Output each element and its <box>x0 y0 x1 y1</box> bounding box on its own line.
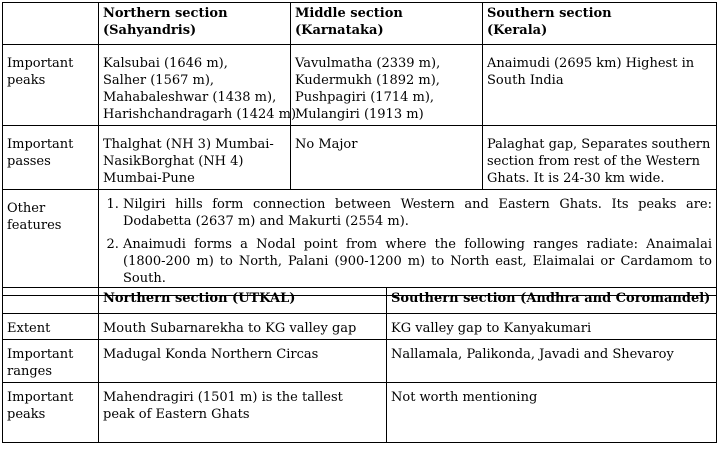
cell-middle-passes <box>291 126 483 190</box>
cell-text: Kudermukh (1892 m), <box>295 73 440 88</box>
label-text: Other <box>7 201 46 216</box>
cell-text: peak of Eastern Ghats <box>103 407 250 422</box>
label-text: Important <box>7 56 74 71</box>
cell-text: Mumbai-Pune <box>103 171 195 186</box>
list-item: 2. Anaimudi forms a Nodal point from where the following ranges radiate: Anaimalai (1800-200 m) to North, Palani (900-1200 m) to North east, Elaimalai or Cardamom to South. <box>123 236 712 287</box>
cell-text: Harishchandragarh (1424 m) <box>103 107 297 122</box>
header-southern <box>483 3 717 45</box>
cell-southern <box>387 340 717 383</box>
table-row <box>3 340 717 383</box>
cell-text: Mulangiri (1913 m) <box>295 107 424 122</box>
label-text: peaks <box>7 407 46 422</box>
cell-southern-peaks <box>483 45 717 126</box>
row-label <box>3 314 99 340</box>
label-text: ranges <box>7 364 53 379</box>
header-text: Northern section <box>103 6 228 21</box>
cell-text: No Major <box>295 137 358 152</box>
cell-other-features <box>99 190 717 296</box>
cell-text: Salher (1567 m), <box>103 73 215 88</box>
cell-text: Madugal Konda Northern Circas <box>103 347 319 362</box>
eastern-ghats-table <box>2 287 717 443</box>
features-list <box>103 196 712 287</box>
table-row <box>3 383 717 443</box>
cell-northern <box>99 383 387 443</box>
header-text: (Sahyandris) <box>103 23 197 38</box>
header-text: (Karnataka) <box>295 23 384 38</box>
row-label <box>3 45 99 126</box>
label-text: features <box>7 218 62 233</box>
western-ghats-table <box>2 2 717 296</box>
label-text: passes <box>7 154 51 169</box>
corner-cell <box>3 288 99 314</box>
header-northern <box>99 3 291 45</box>
header-middle <box>291 3 483 45</box>
cell-text: Ghats. It is 24-30 km wide. <box>487 171 665 186</box>
cell-text: Not worth mentioning <box>391 390 538 405</box>
cell-text: Vavulmatha (2339 m), <box>295 56 441 71</box>
header-text: (Kerala) <box>487 23 548 38</box>
header-text: Southern section <box>487 6 612 21</box>
label-text: Important <box>7 390 74 405</box>
list-item: 1. Nilgiri hills form connection between Western and Eastern Ghats. Its peaks are: Dodabetta (2637 m) and Makurti (2554 m). <box>123 196 712 230</box>
header-text: Middle section <box>295 6 403 21</box>
label-text: peaks <box>7 73 46 88</box>
cell-northern-passes <box>99 126 291 190</box>
cell-text: Pushpagiri (1714 m), <box>295 90 435 105</box>
table-header-row <box>3 3 717 45</box>
header-northern: Northern section (UTKAL) <box>99 288 387 314</box>
cell-text: Kalsubai (1646 m), <box>103 56 228 71</box>
table-row-other <box>3 190 717 296</box>
cell-northern-peaks <box>99 45 297 126</box>
label-text: Extent <box>7 321 51 336</box>
cell-southern <box>387 383 717 443</box>
row-label <box>3 190 99 296</box>
cell-southern-passes <box>483 126 717 190</box>
cell-northern <box>99 340 387 383</box>
cell-northern <box>99 314 387 340</box>
cell-text: Mahendragiri (1501 m) is the tallest <box>103 390 343 405</box>
header-southern: Southern section (Andhra and Coromandel) <box>387 288 717 314</box>
cell-text: section from rest of the Western <box>487 154 700 169</box>
row-label <box>3 383 99 443</box>
cell-text: NasikBorghat (NH 4) <box>103 154 244 169</box>
row-label <box>3 126 99 190</box>
corner-cell <box>3 3 99 45</box>
cell-text: Mouth Subarnarekha to KG valley gap <box>103 321 357 336</box>
label-text: Important <box>7 347 74 362</box>
cell-middle-peaks <box>291 45 483 126</box>
cell-text: Mahabaleshwar (1438 m), <box>103 90 277 105</box>
cell-text: South India <box>487 73 564 88</box>
table-row-passes <box>3 126 717 190</box>
cell-text: Thalghat (NH 3) Mumbai- <box>103 137 274 152</box>
table-row <box>3 314 717 340</box>
cell-text: Anaimudi (2695 km) Highest in <box>487 56 695 71</box>
cell-text: KG valley gap to Kanyakumari <box>391 321 592 336</box>
table-header-row <box>3 288 717 314</box>
row-label <box>3 340 99 383</box>
label-text: Important <box>7 137 74 152</box>
table-row-peaks <box>3 45 717 126</box>
cell-text: Palaghat gap, Separates southern <box>487 137 711 152</box>
cell-southern <box>387 314 717 340</box>
cell-text: Nallamala, Palikonda, Javadi and Shevaroy <box>391 347 674 362</box>
